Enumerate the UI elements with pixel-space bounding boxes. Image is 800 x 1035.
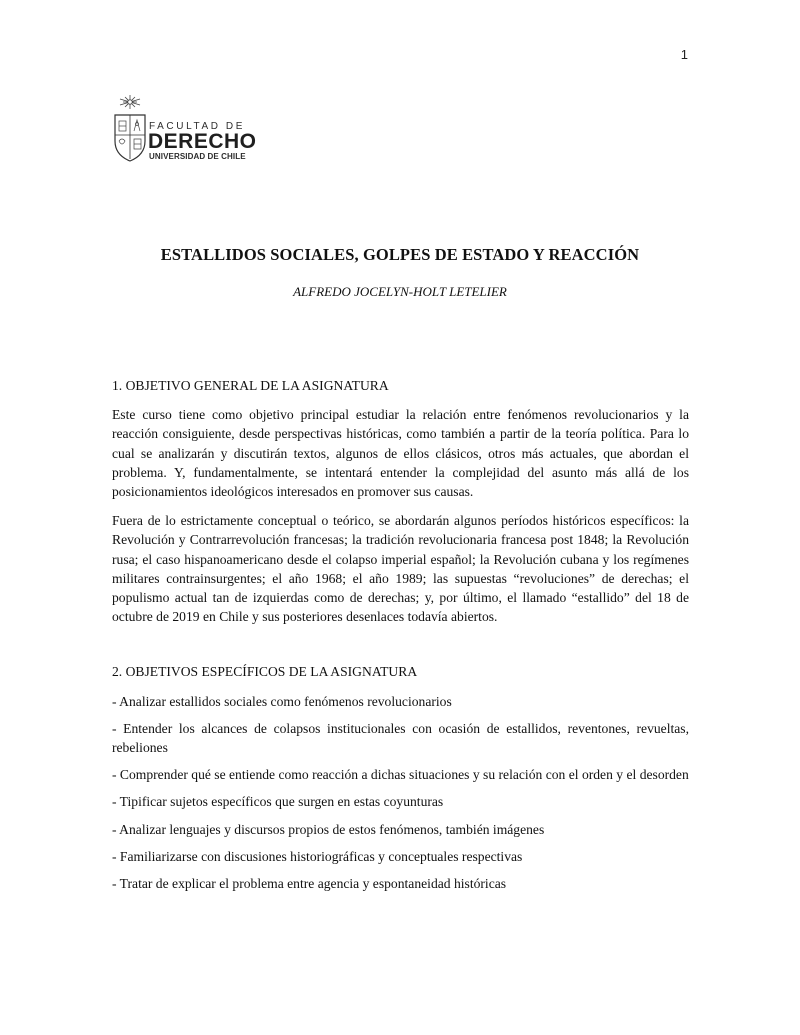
faculty-logo [112, 93, 262, 165]
objective-item: - Entender los alcances de colapsos institucionales con ocasión de estallidos, reventones, revueltas, rebeliones [112, 720, 689, 756]
objective-item: - Analizar estallidos sociales como fenómenos revolucionarios [112, 693, 452, 709]
document-title: ESTALLIDOS SOCIALES, GOLPES DE ESTADO Y REACCIÓN [160, 245, 640, 264]
objective-item: - Tipificar sujetos específicos que surgen en estas coyunturas [112, 794, 444, 810]
logo-faculty-label: FACULTAD DE [149, 121, 246, 132]
section1-heading: 1. OBJETIVO GENERAL DE LA ASIGNATURA [112, 378, 389, 393]
objective-item: - Familiarizarse con discusiones historiográficas y conceptuales respectivas [112, 848, 523, 864]
section1-paragraph: Este curso tiene como objetivo principal estudiar la relación entre fenómenos revolucionarios y la reacción consiguiente, desde perspectivas históricas, como también a partir de la teoría política. Para lo cual se analizarán y discutirán textos, algunos de ellos clásicos, otros más actuales, que abordan el problema. Y, fundamentalmente, se intentará entender la complejidad del asunto más allá de los posicionamientos ideológicos interesados en promover sus causas. [112, 407, 689, 500]
logo-university-label: UNIVERSIDAD DE CHILE [149, 152, 246, 161]
document-author: ALFREDO JOCELYN-HOLT LETELIER [293, 284, 507, 299]
university-crest-icon [112, 93, 148, 165]
objective-item: - Comprender qué se entiende como reacción a dichas situaciones y su relación con el orden y el desorden [112, 767, 689, 783]
objective-item: - Tratar de explicar el problema entre agencia y espontaneidad históricas [112, 876, 507, 892]
document-body [112, 376, 689, 901]
logo-derecho-label: DERECHO [148, 130, 257, 153]
page-number: 1 [680, 47, 688, 62]
section2-heading: 2. OBJETIVOS ESPECÍFICOS DE LA ASIGNATURA [112, 664, 418, 680]
objective-item: - Analizar lenguajes y discursos propios de estos fenómenos, también imágenes [112, 821, 545, 837]
section1-paragraph: Fuera de lo estrictamente conceptual o teórico, se abordarán algunos períodos históricos específicos: la Revolución y Contrarrevolución francesas; la tradición revolucionaria francesa post 1848; la Revolución rusa; el caso hispanoamericano desde el colapso imperial español; la Revolución cubana y los regímenes militares contrainsurgentes; el año 1968; el año 1989; las supuestas “revoluciones” de derechas; el populismo actual tan de izquierdas como de derechas; y, por último, el llamado “estallido” del 18 de octubre de 2019 en Chile y sus posteriores desenlaces todavía abiertos. [112, 513, 689, 625]
